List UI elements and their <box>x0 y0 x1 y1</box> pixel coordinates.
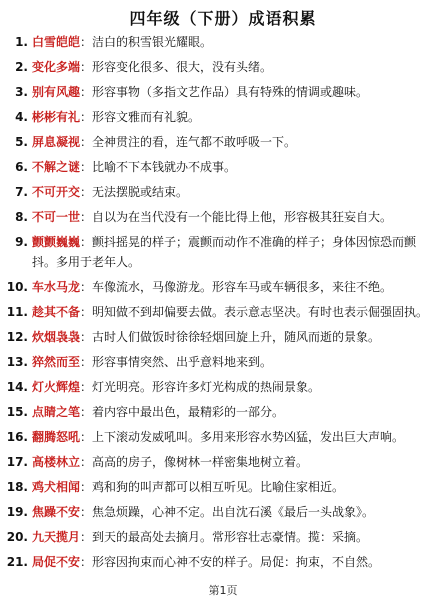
item-separator: ： <box>80 430 93 444</box>
item-separator: ： <box>80 380 93 394</box>
item-separator: ： <box>80 85 93 99</box>
list-item <box>6 32 440 52</box>
item-number: 7. <box>15 185 28 199</box>
item-number: 11. <box>6 305 28 319</box>
item-separator: ： <box>80 305 93 319</box>
page-number: 第1页 <box>208 584 238 597</box>
idiom-term: 车水马龙 <box>32 280 81 294</box>
idiom-definition: 全神贯注的看，连气都不敢呼吸一下。 <box>92 135 297 149</box>
item-body <box>32 427 440 447</box>
item-separator: ： <box>80 355 93 369</box>
idiom-term: 不可开交 <box>32 185 81 199</box>
item-number: 18. <box>6 480 28 494</box>
list-item <box>6 157 440 177</box>
item-separator: ： <box>80 60 93 74</box>
item-number: 20. <box>6 530 28 544</box>
item-body <box>32 352 440 372</box>
idiom-term: 别有风趣 <box>32 85 81 99</box>
item-number: 1. <box>15 35 28 49</box>
idiom-definition: 古时人们做饭时徐徐轻烟回旋上升，随风而逝的景象。 <box>92 330 381 344</box>
item-number: 4. <box>15 110 28 124</box>
item-body <box>32 302 440 322</box>
item-number: 13. <box>6 355 28 369</box>
item-body <box>32 157 440 177</box>
idiom-definition: 自以为在当代没有一个能比得上他，形容极其狂妄自大。 <box>92 210 393 224</box>
item-number: 12. <box>6 330 28 344</box>
item-separator: ： <box>80 480 93 494</box>
idiom-definition: 鸡和狗的叫声都可以相互听见。比喻住家相近。 <box>92 480 345 494</box>
item-number: 5. <box>15 135 28 149</box>
idiom-definition: 明知做不到却偏要去做。表示意志坚决。有时也表示倔强固执。 <box>92 305 429 319</box>
item-body <box>32 57 440 77</box>
idiom-definition: 形容文雅而有礼貌。 <box>92 110 201 124</box>
idiom-definition: 无法摆脱或结束。 <box>92 185 189 199</box>
item-body <box>32 377 440 397</box>
idiom-definition: 洁白的积雪银光耀眼。 <box>92 35 213 49</box>
item-body <box>32 207 440 227</box>
idiom-term: 高楼林立 <box>32 455 81 469</box>
idiom-list <box>6 32 440 577</box>
list-item <box>6 402 440 422</box>
list-item <box>6 352 440 372</box>
item-number: 21. <box>6 555 28 569</box>
item-separator: ： <box>80 235 93 249</box>
item-body <box>32 277 440 297</box>
idiom-term: 灯火辉煌 <box>32 380 81 394</box>
idiom-term: 颤颤巍巍 <box>32 235 81 249</box>
idiom-definition: 形容因拘束而心神不安的样子。局促：拘束，不自然。 <box>92 555 381 569</box>
item-separator: ： <box>80 210 93 224</box>
list-item <box>6 132 440 152</box>
item-number: 14. <box>6 380 28 394</box>
list-item <box>6 207 440 227</box>
list-item <box>6 502 440 522</box>
idiom-term: 猝然而至 <box>32 355 81 369</box>
item-separator: ： <box>80 505 93 519</box>
idiom-definition: 形容事物（多指文艺作品）具有特殊的情调或趣味。 <box>92 85 369 99</box>
idiom-term: 不解之谜 <box>32 160 81 174</box>
idiom-term: 屏息凝视 <box>32 135 81 149</box>
idiom-term: 局促不安 <box>32 555 81 569</box>
item-body <box>32 402 440 422</box>
item-number: 2. <box>15 60 28 74</box>
idiom-definition: 着内容中最出色，最精彩的一部分。 <box>92 405 285 419</box>
item-separator: ： <box>80 135 93 149</box>
idiom-term: 焦躁不安 <box>32 505 81 519</box>
item-number: 17. <box>6 455 28 469</box>
idiom-definition: 焦急烦躁，心神不定。出自沈石溪《最后一头战象》。 <box>92 505 375 519</box>
idiom-definition: 车像流水，马像游龙。形容车马或车辆很多，来往不绝。 <box>92 280 393 294</box>
item-body <box>32 132 440 152</box>
list-item <box>6 377 440 397</box>
item-separator: ： <box>80 280 93 294</box>
idiom-term: 翻腾怒吼 <box>32 430 81 444</box>
item-number: 8. <box>15 210 28 224</box>
idiom-term: 鸡犬相闻 <box>32 480 81 494</box>
item-separator: ： <box>80 35 93 49</box>
item-number: 6. <box>15 160 28 174</box>
idiom-term: 变化多端 <box>32 60 81 74</box>
list-item <box>6 477 440 497</box>
item-body <box>32 552 440 572</box>
idiom-term: 点睛之笔 <box>32 405 81 419</box>
item-number: 16. <box>6 430 28 444</box>
list-item <box>6 182 440 202</box>
list-item <box>6 277 440 297</box>
idiom-definition: 高高的房子，像树林一样密集地树立着。 <box>92 455 309 469</box>
item-body <box>32 527 440 547</box>
idiom-definition: 形容事情突然、出乎意料地来到。 <box>92 355 273 369</box>
item-number: 10. <box>6 280 28 294</box>
idiom-term: 不可一世 <box>32 210 81 224</box>
item-body <box>32 182 440 202</box>
item-body <box>32 82 440 102</box>
idiom-definition: 上下滚动发威吼叫。多用来形容水势凶猛，发出巨大声响。 <box>92 430 405 444</box>
item-number: 15. <box>6 405 28 419</box>
list-item <box>6 107 440 127</box>
item-body <box>32 477 440 497</box>
list-item <box>6 327 440 347</box>
idiom-definition: 灯光明亮。形容许多灯光构成的热闹景象。 <box>92 380 321 394</box>
item-separator: ： <box>80 455 93 469</box>
list-item <box>6 527 440 547</box>
item-body <box>32 452 440 472</box>
idiom-definition: 到天的最高处去摘月。常形容壮志豪情。揽：采摘。 <box>92 530 369 544</box>
page-title: 四年级（下册）成语积累 <box>129 9 317 28</box>
item-number: 3. <box>15 85 28 99</box>
item-body <box>32 327 440 347</box>
idiom-definition: 形容变化很多、很大，没有头绪。 <box>92 60 273 74</box>
item-body <box>32 107 440 127</box>
idiom-term: 彬彬有礼 <box>32 110 81 124</box>
list-item <box>6 232 440 272</box>
item-separator: ： <box>80 530 93 544</box>
idiom-definition: 比喻不下本钱就办不成事。 <box>92 160 237 174</box>
idiom-definition: 颤抖摇晃的样子；震颤而动作不准确的样子；身体因惊恐而颤抖。多用于老年人。 <box>32 235 417 269</box>
item-separator: ： <box>80 405 93 419</box>
list-item <box>6 57 440 77</box>
list-item <box>6 452 440 472</box>
item-separator: ： <box>80 185 93 199</box>
idiom-term: 白雪皑皑 <box>32 35 81 49</box>
item-body <box>32 502 440 522</box>
item-separator: ： <box>80 555 93 569</box>
item-separator: ： <box>80 160 93 174</box>
item-separator: ： <box>80 110 93 124</box>
idiom-term: 趁其不备 <box>32 305 81 319</box>
list-item <box>6 427 440 447</box>
item-body <box>32 232 440 272</box>
item-number: 9. <box>15 235 28 249</box>
idiom-term: 炊烟袅袅 <box>32 330 81 344</box>
list-item <box>6 82 440 102</box>
item-number: 19. <box>6 505 28 519</box>
idiom-term: 九天揽月 <box>32 530 81 544</box>
list-item <box>6 552 440 572</box>
list-item <box>6 302 440 322</box>
item-separator: ： <box>80 330 93 344</box>
item-body <box>32 32 440 52</box>
